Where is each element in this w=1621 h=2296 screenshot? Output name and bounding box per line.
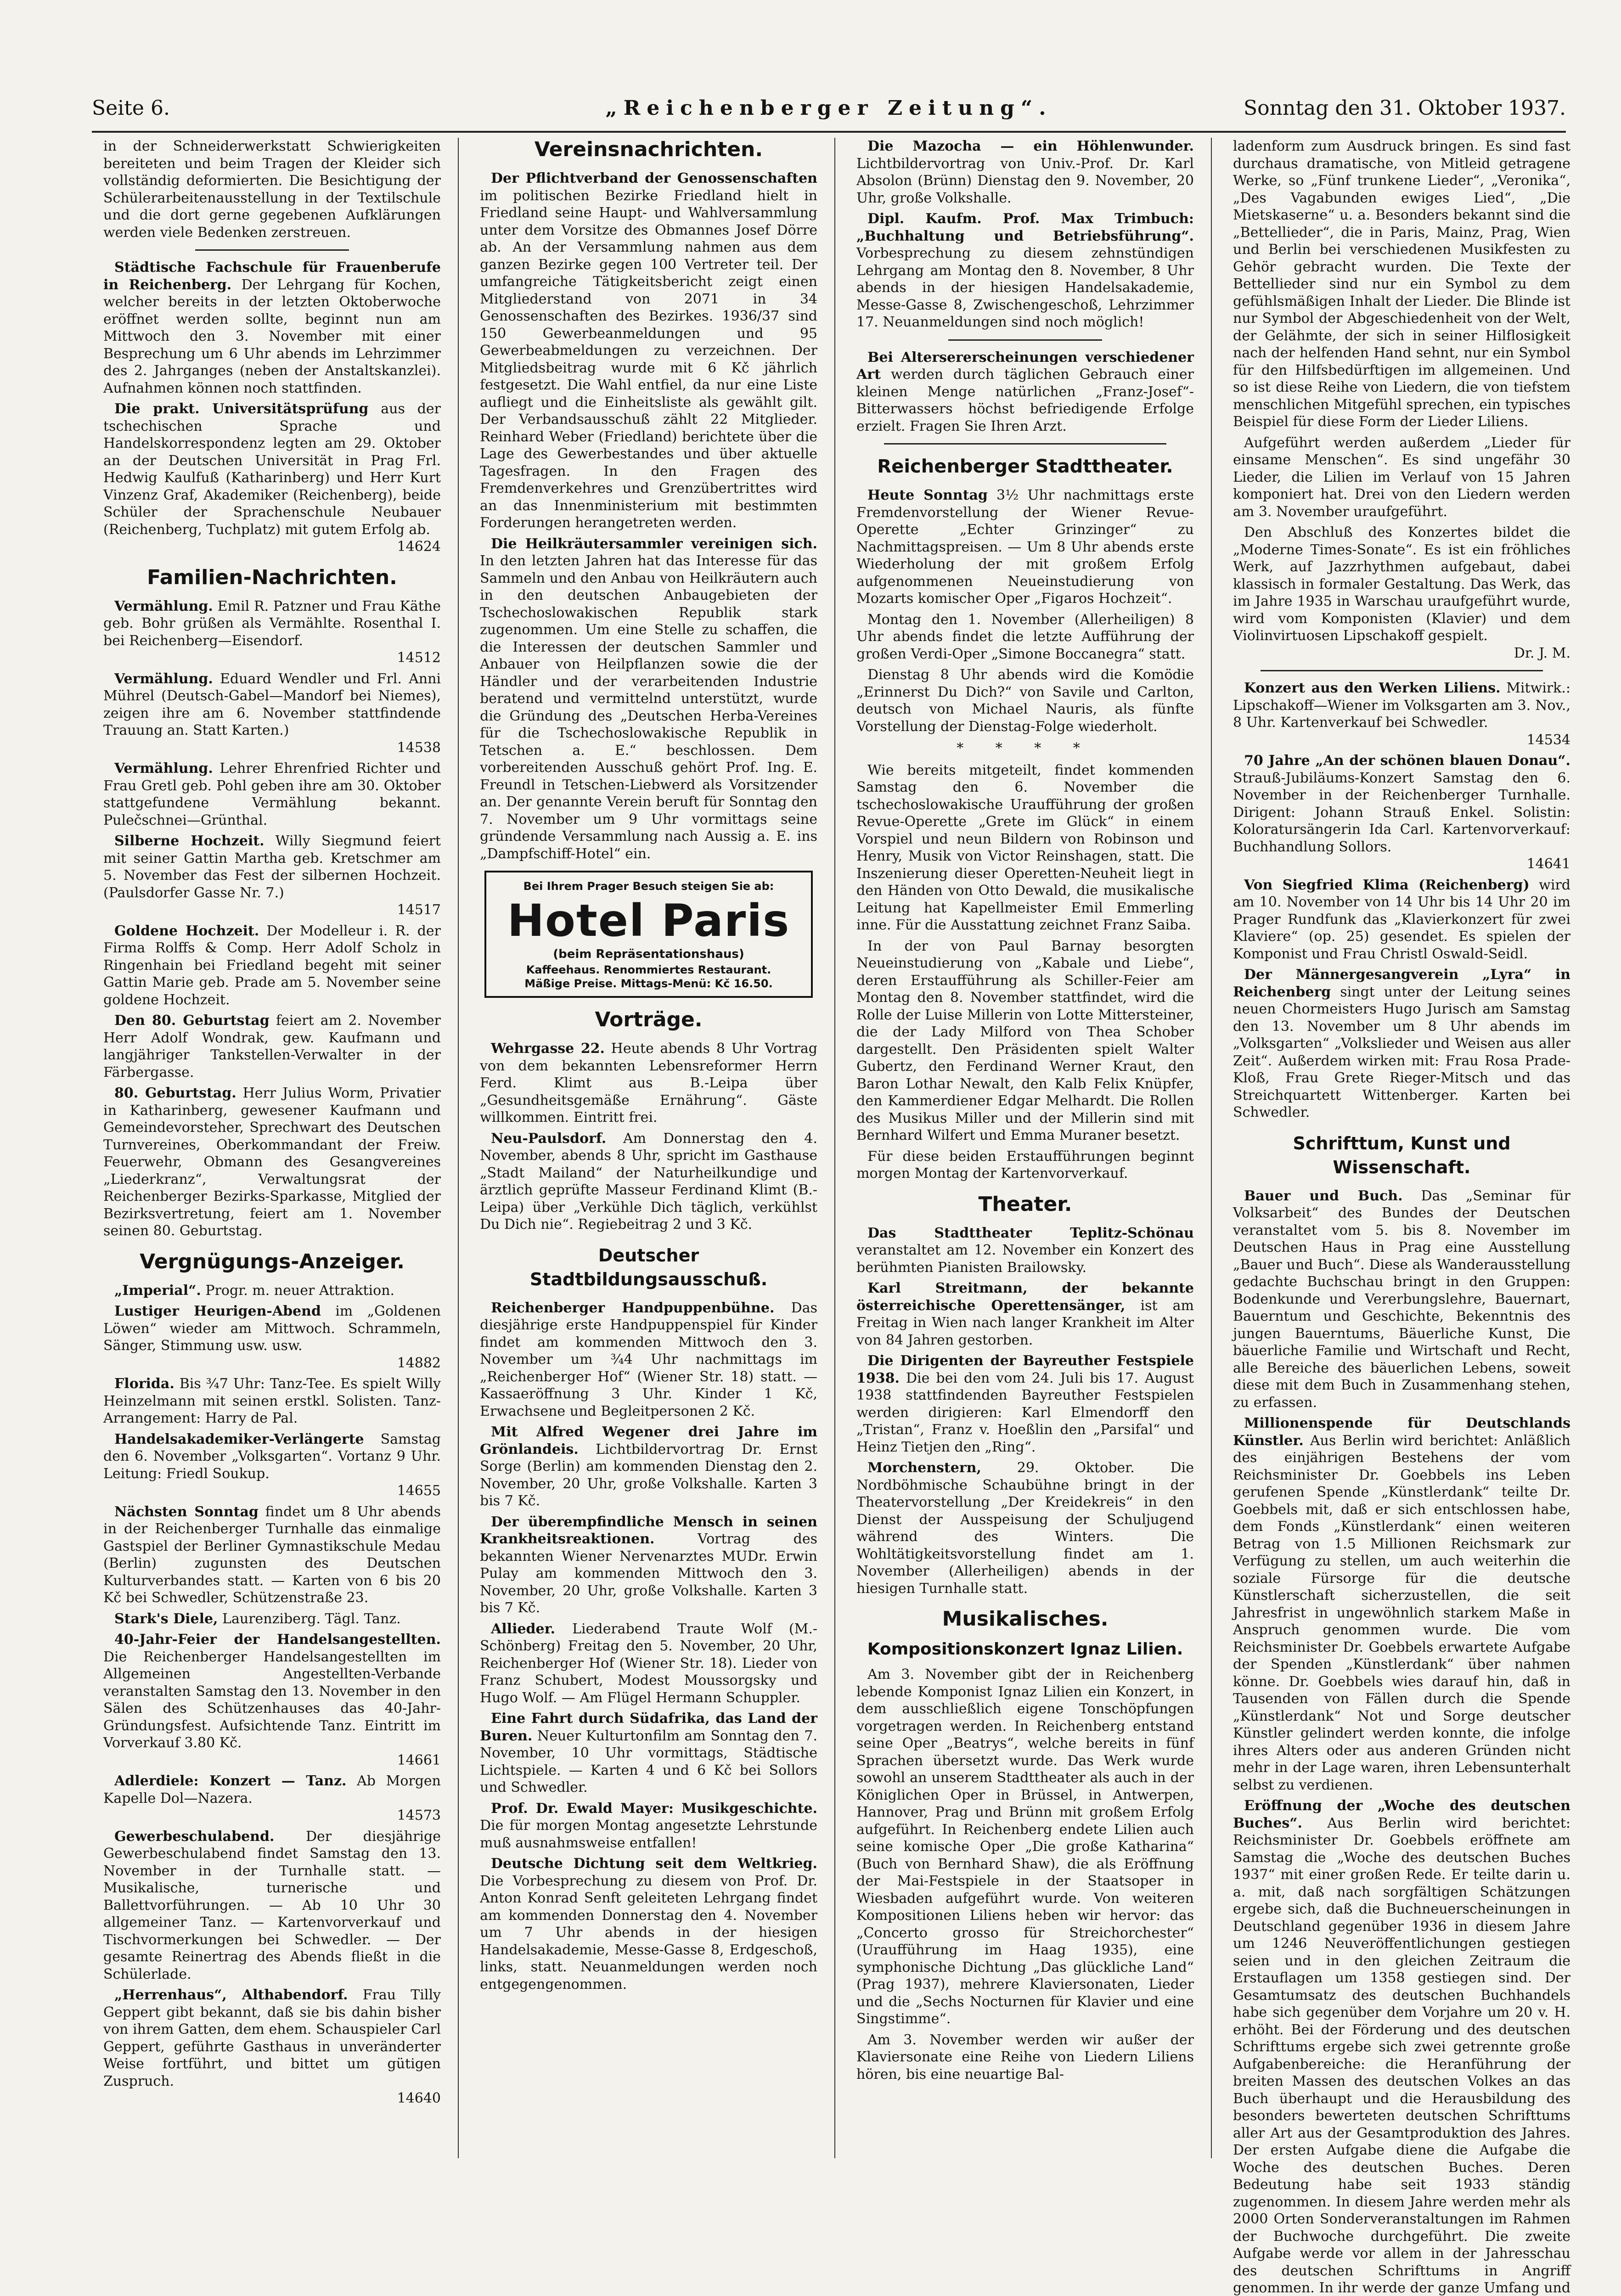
item-text: wird am 10. November von 14 Uhr bis 14 Uhr 20 im Prager Rundfunk das „Klavierkonzert für zwei Klaviere“ (op. 25) gesendet. Es spielen der Komponist und Frau Christl Oswald-Seidl. <box>1233 877 1570 962</box>
hotel-paris-advertisement <box>484 871 813 998</box>
item-lead: Millionenspende für Deutschlands Künstler. <box>1233 1415 1570 1449</box>
item-text: Ab Morgen Kapelle Dol—Nazera. <box>103 1773 441 1806</box>
item-lead: Goldene Hochzeit. <box>114 923 259 939</box>
news-item <box>480 1424 817 1510</box>
item-text: Lichtbildervortrag von Univ.-Prof. Dr. Karl Absolon (Brünn) Dienstag den 9. November, 20 Uhr, große Volkshalle. <box>856 156 1194 206</box>
item-text: Bis ¾7 Uhr: Tanz-Tee. Es spielt Willy Heinzelmann mit seinen erstkl. Solisten. Tanz-Arrangement: Harry de Pal. <box>103 1376 441 1426</box>
news-item <box>480 1710 817 1796</box>
news-item <box>103 923 441 1009</box>
section-heading: Familien-Nachrichten. <box>103 566 441 590</box>
ad-number: 14661 <box>103 1752 441 1769</box>
column-divider <box>1211 138 1212 2158</box>
ad-location: (beim Repräsentationshaus) <box>491 946 806 963</box>
section-heading: Theater. <box>856 1193 1194 1216</box>
news-item <box>856 138 1194 207</box>
news-item <box>856 1225 1194 1277</box>
item-text: Willy Siegmund feiert mit seiner Gattin Martha geb. Kretschmer am 5. November das Fest der silbernen Hochzeit. (Paulsdorfer Gasse Nr. 7.) <box>103 833 441 901</box>
section-heading: Deutscher Stadtbildungsausschuß. <box>480 1244 817 1291</box>
section-heading: Musikalisches. <box>856 1607 1194 1631</box>
item-lead: Dipl. Kaufm. Prof. Max Trimbuch: „Buchhaltung und Betriebsführung“. <box>856 211 1194 244</box>
item-text: Das „Seminar für Volksarbeit“ des Bundes der Deutschen veranstaltet vom 5. bis 8. November im Deutschen Haus in Prag eine Ausstellung „Bauer und Buch“. Diese als Wanderausstellung gedachte Buchschau bringt in den Gruppen: Bodenkunde und Vererbungslehre, Bauernart, Bauerntum und Geschichte, Bekenntnis des jungen Bauerntums, Bäuerliche Kunst, Die bäuerliche Familie und Wirtschaft und Recht, alle Bereiche des bäuerlichen Lebens, soweit diese mit dem Buch in Zusammenhang stehen, zu erfassen. <box>1233 1188 1570 1411</box>
item-lead: Lustiger Heurigen-Abend <box>114 1303 321 1319</box>
item-lead: Die Heilkräutersammler vereinigen sich. <box>491 536 817 552</box>
column-4 <box>1233 138 1570 2167</box>
item-lead: Der Männergesangverein „Lyra“ in Reichenberg <box>1233 967 1570 1000</box>
news-item <box>1233 1415 1570 1794</box>
item-lead: Deutsche Dichtung seit dem Weltkrieg. <box>491 1856 817 1872</box>
item-lead: Nächsten Sonntag <box>114 1504 259 1520</box>
item-lead: Stark's Diele, <box>114 1611 218 1627</box>
paragraph: Für diese beiden Erstaufführungen beginnt morgen Montag der Kartenvorverkauf. <box>856 1148 1194 1182</box>
item-text: Progr. m. neuer Attraktion. <box>201 1283 394 1299</box>
item-lead: 80. Geburtstag. <box>114 1085 236 1101</box>
ad-number: 14538 <box>103 739 441 757</box>
ad-number: 14624 <box>103 538 441 556</box>
item-text: Emil R. Patzner und Frau Käthe geb. Bohr grüßen als Vermählte. Rosenthal I. bei Reichenberg—Eisendorf. <box>103 598 441 649</box>
item-text: Den Abschluß des Konzertes bildet die „Moderne Times-Sonate“. Es ist ein fröhliches Werk, auf Jazzrhythmen aufgebaut, dabei klassisch in formaler Gestaltung. Das Werk, das im Jahre 1935 in Warschau uraufgeführt wurde, wird vom Komponisten (Klavier) und dem Violinvirtuosen Lipschakoff gespielt. <box>1233 524 1570 644</box>
news-item <box>103 1631 441 1769</box>
item-text: Liederabend Traute Wolf (M.-Schönberg) Freitag den 5. November, 20 Uhr, Reichenberger Hof (Wiener Str. 18). Lieder von Franz Schubert, Modest Moussorgsky und Hugo Wolf. — Am Flügel Hermann Schuppler. <box>480 1621 817 1706</box>
news-item <box>856 487 1194 608</box>
item-lead: Allieder. <box>491 1621 555 1637</box>
paragraph: in der Schneiderwerkstatt Schwierigkeiten bereiteten und beim Tragen der Kleider sich vollständig deformierten. Die Besichtigung der Schülerarbeitenausstellung in der Textilschule und die dort gerne gegebenen Aufklärungen werden viele Bedenken zerstreuen. <box>103 138 441 241</box>
item-lead: Vermählung. <box>114 598 213 614</box>
item-lead: Gewerbeschulabend. <box>114 1829 274 1845</box>
item-text: Die bei den vom 24. Juli bis 17. August 1938 stattfindenden Bayreuther Festspielen werden dirigieren: Karl Elmendorff den „Tristan“, Franz v. Hoeßlin den „Parsifal“ und Heinz Tietjen den „Ring“. <box>856 1370 1194 1455</box>
item-text: werden durch täglichen Gebrauch einer kleinen Menge natürlichen „Franz-Josef“-Bitterwassers höchst befriedigende Erfolge erzielt. Fragen Sie Ihren Arzt. <box>856 366 1194 434</box>
section-heading: Vergnügungs-Anzeiger. <box>103 1250 441 1274</box>
item-text: Vorbesprechung zu diesem zehnstündigen Lehrgang am Montag den 8. November, 8 Uhr abends in der hiesigen Handelsakademie, Messe-Gasse 8, Zwischengeschoß, Lehrzimmer 17. Neuanmeldungen sind noch möglich! <box>856 245 1194 330</box>
item-lead: „Imperial“. <box>114 1283 201 1299</box>
section-heading: Schrifttum, Kunst und Wissenschaft. <box>1233 1131 1570 1179</box>
item-text: ist am Freitag in Wien nach langer Krankheit im Alter von 84 Jahren gestorben. <box>856 1298 1194 1348</box>
item-text: Am Donnerstag den 4. November, abends 8 Uhr, spricht im Gasthause „Stadt Mailand“ der Naturheilkundige und ärztlich geprüfte Masseur Ferdinand Klimt (B.-Leipa) über „Verkühle Dich täglich, verkühlst Du Dich nie“. Regiebeitrag 2 und 3 Kč. <box>480 1131 817 1233</box>
news-item <box>103 259 441 397</box>
item-text: singt unter der Leitung seines neuen Chormeisters Hugo Jurisch am Samstag den 13. November um 8 Uhr abends im „Volksgarten“ „Volkslieder und Weisen aus aller Zeit“. Außerdem wirken mit: Frau Rosa Prade-Kloß, Frau Grete Rieger-Mitsch und das Streichquartett Wittenberger. Karten bei Schwedler. <box>1233 984 1570 1121</box>
news-item <box>1233 1187 1570 1412</box>
item-lead: Adlerdiele: Konzert — Tanz. <box>114 1773 346 1789</box>
item-lead: Heute Sonntag <box>867 487 988 503</box>
item-text: Die Vorbesprechung zu diesem von Prof. Dr. Anton Konrad Senft geleiteten Lehrgang findet am kommenden Donnerstag den 4. November um 7 Uhr abends in der hiesigen Handelsakademie, Messe-Gasse 8, Erdgeschoß, links, statt. Neuanmeldungen werden noch entgegengenommen. <box>480 1873 817 1992</box>
news-item <box>103 1503 441 1607</box>
issue-date: Sonntag den 31. Oktober 1937. <box>1244 96 1566 120</box>
news-item <box>103 1375 441 1427</box>
item-lead: Morchenstern, <box>867 1460 981 1476</box>
divider <box>1261 670 1543 671</box>
item-text: Mitwirk.: Lipschakoff—Wiener im Volksgarten am 3. Nov., 8 Uhr. Kartenverkauf bei Schwedler. <box>1233 680 1570 731</box>
item-lead: Mit Alfred Wegener drei Jahre im Grönlandeis. <box>480 1424 817 1458</box>
item-text: Neuer Kulturtonfilm am Sonntag den 7. November, 10 Uhr vormittags, Städtische Lichtspiele. — Karten 4 und 6 Kč bei Sollors und Schwedler. <box>480 1728 817 1796</box>
item-text: Herr Julius Worm, Privatier in Katharinberg, gewesener Kaufmann und Gemeindevorsteher, Sprechwart des Deutschen Turnvereines, Oberkommandant der Freiw. Feuerwehr, Obmann des Gesangvereines „Liederkranz“, Verwaltungsrat der Reichenberger Bezirks-Sparkasse, Mitglied der Bezirksvertretung, feiert am 1. November seinen 80. Geburtstag. <box>103 1085 441 1239</box>
item-lead: Eröffnung der „Woche des deutschen Buches“. <box>1233 1798 1570 1831</box>
news-item <box>856 1459 1194 1597</box>
ad-hotel-name: Hotel Paris <box>491 895 806 946</box>
news-item <box>103 760 441 829</box>
news-item <box>856 1352 1194 1456</box>
news-item <box>103 1303 441 1372</box>
news-item <box>1233 877 1570 963</box>
item-lead: Bei Altersererscheinungen verschiedener Art <box>856 349 1194 383</box>
item-lead: „Herrenhaus“, Althabendorf. <box>114 1987 348 2003</box>
news-item <box>1233 966 1570 1121</box>
item-text: Der diesjährige Gewerbeschulabend findet Samstag den 13. November in der Turnhalle statt. — Musikalische, turnerische und Ballettvorführungen. — Ab 10 Uhr 30 allgemeiner Tanz. — Kartenvorverkauf und Tischvormerkungen bei Schwedler. — Der gesamte Reinertrag des Abends fließt in die Schülerlade. <box>103 1829 441 1982</box>
section-heading: Vorträge. <box>480 1008 817 1032</box>
section-heading: Reichenberger Stadttheater. <box>856 455 1194 478</box>
divider <box>948 339 1102 341</box>
item-lead: Die prakt. Universitätsprüfung <box>114 401 368 417</box>
ad-line: Kaffeehaus. Renommiertes Restaurant. <box>491 963 806 977</box>
news-item <box>480 535 817 863</box>
item-text: findet um 8 Uhr abends in der Reichenberger Turnhalle das einmalige Gastspiel der Berliner Gymnastikschule Medau (Berlin) zugunsten des Deutschen Kulturverbandes statt. — Karten von 6 bis 20 Kč bei Schwedler, Schützenstraße 23. <box>103 1504 441 1606</box>
item-text: veranstaltet am 12. November ein Konzert des berühmten Pianisten Brailowsky. <box>856 1242 1194 1276</box>
news-item <box>103 1986 441 2107</box>
news-item <box>480 1514 817 1617</box>
item-text: Aus Berlin wird berichtet: Reichsminister Dr. Goebbels eröffnete am Samstag die „Woche des deutschen Buches 1937“ mit einer großen Rede. Er teilte darin u. a. mit, daß nach sorgfältigen Schätzungen ergebe sich, daß die Buchneuerscheinungen in Deutschland gegenüber 1936 in diesem Jahre um 1246 Neuveröffentlichungen gestiegen seien und in den gleichen Zeitraum die Erstauflagen um 1358 gestiegen sind. Der Gesamtumsatz des deutschen Buchhandels habe sich gegenüber dem Vorjahre um 20 v. H. erhöht. Bei der Förderung und des deutschen Schrifttums ergebe sich zwei getrennte große Aufgabenbereiche: die Heranführung der breiten Massen des deutschen Volkes an das Buch überhaupt und die Herausbildung des besonders bewerteten deutschen Schrifttums aller Art aus der Gesamtproduktion des Jahres. Der ersten Aufgabe diene die Aufgabe die Woche des deutschen Buches. Deren Bedeutung habe seit 1933 ständig zugenommen. In diesem Jahre werden mehr als 2000 Orten Sonderveranstaltungen im Rahmen der Buchwoche durchgeführt. Die zweite Aufgabe werde vor allem in der Jahresschau des deutschen Schrifttums in Angriff genommen. In ihr werde der ganze Umfang und <box>1233 1815 1570 2296</box>
news-item <box>480 1621 817 1707</box>
item-text: feiert am 2. November Herr Adolf Wondrak, gew. Kaufmann und langjähriger Tankstellen-Verwalter in der Färbergasse. <box>103 1013 441 1080</box>
item-lead: Der überempfindliche Mensch in seinen Krankheitsreaktionen. <box>480 1514 817 1548</box>
paragraph: Am 3. November werden wir außer der Klaviersonate eine Reihe von Liedern Liliens hören, bis eine neuartige Bal- <box>856 2032 1194 2083</box>
ad-tagline: Bei Ihrem Prager Besuch steigen Sie ab: <box>491 878 806 895</box>
item-text: Die Reichenberger Handelsangestellten im Allgemeinen Angestellten-Verbande veranstalten Samstag den 13. November in den Sälen des Schützenhauses das 40-Jahr-Gründungsfest. Aufsichtende Tanz. Eintritt im Vorverkauf 3.80 Kč. <box>103 1649 441 1751</box>
news-item <box>103 1085 441 1240</box>
news-item <box>480 1040 817 1126</box>
item-text: im politischen Bezirke Friedland hielt in Friedland seine Haupt- und Wahlversammlung unter dem Vorsitze des Obmannes Josef Dörre ab. An der Versammlung nahmen aus dem ganzen Bezirke gegen 100 Vertreter teil. Der umfangreiche Tätigkeitsbericht zeigt einen Mitgliederstand von 2071 in 34 Genossenschaften des Bezirkes. 1936/37 sind 150 Gewerbeanmeldungen und 95 Gewerbeabmeldungen zu verzeichnen. Der Mitgliedsbeitrag wurde mit 6 Kč jährlich festgesetzt. Die Wahl entfiel, da nur eine Liste aufliegt und die Einheitsliste als gewählt gilt. Der Verbandsausschuß zählt 22 Mitglieder. Reinhard Weber (Friedland) berichtete über die Lage des Gewerbestandes und über aktuelle Tagesfragen. In den Fragen des Fremdenverkehres und Grenzübertrittes wird an das Innenministerium mit bestimmten Forderungen herangetreten werden. <box>480 188 817 531</box>
item-text: Der Modelleur i. R. der Firma Rolffs & Comp. Herr Adolf Scholz in Ringenhain bei Friedland begeht mit seiner Gattin Marie geb. Prade am 5. November seine goldene Hochzeit. <box>103 923 441 1008</box>
news-item <box>103 598 441 667</box>
separator-stars: * * * * <box>856 740 1194 757</box>
news-item <box>103 1828 441 1983</box>
column-2 <box>480 138 817 2167</box>
item-lead: Prof. Dr. Ewald Mayer: Musikgeschichte. <box>491 1801 817 1817</box>
item-text: Vortrag des bekannten Wiener Nervenarztes MUDr. Erwin Pulay am kommenden Mittwoch den 3. November, 20 Uhr, große Volkshalle. Karten 3 bis 7 Kč. <box>480 1531 817 1616</box>
item-lead: Konzert aus den Werken Liliens. <box>1244 680 1501 696</box>
ad-line: Mäßige Preise. Mittags-Menü: Kč 16.50. <box>491 977 806 990</box>
item-text: Strauß-Jubiläums-Konzert Samstag den 6. November in der Reichenberger Turnhalle. Dirigent: Johann Strauß Enkel. Solistin: Koloratursängerin Ida Carl. Kartenvorverkauf: Buchhandlung Sollors. <box>1233 770 1570 855</box>
paragraph <box>1233 524 1570 662</box>
page-header <box>92 96 1566 129</box>
column-1 <box>103 138 441 2167</box>
news-item <box>103 1610 441 1628</box>
ad-number: 14573 <box>103 1807 441 1824</box>
news-item <box>1233 752 1570 873</box>
news-item <box>1233 1797 1570 2296</box>
item-lead: Reichenberger Handpuppenbühne. <box>491 1300 774 1316</box>
news-item <box>1233 680 1570 748</box>
item-lead: Eine Fahrt durch Südafrika, das Land der Buren. <box>480 1711 817 1744</box>
item-text: Heute abends 8 Uhr Vortrag von dem bekannten Lebensreformer Herrn Ferd. Klimt aus B.-Leipa über „Gesundheitsgemäße Ernährung“. Gäste willkommen. Eintritt frei. <box>480 1041 817 1125</box>
ad-number: 14640 <box>103 2090 441 2107</box>
item-lead: Von Siegfried Klima (Reichenberg) <box>1244 877 1530 893</box>
paragraph: Wie bereits mitgeteilt, findet kommenden Samstag den 6. November die tschechoslowakische Uraufführung der großen Revue-Operette „Grete im Glück“ in einem Vorspiel und neun Bildern von Robinson und Henry, Musik von Victor Reinshagen, statt. Die Inszenierung dieser Operetten-Neuheit liegt in den Händen von Otto Dewald, die musikalische Leitung hat Kapellmeister Emil Emmerling inne. Für die Ausstattung zeichnet Franz Saiba. <box>856 762 1194 934</box>
item-text: Das diesjährige erste Handpuppenspiel für Kinder findet am kommenden Mittwoch den 3. November um ¾4 Uhr nachmittags im „Reichenberger Hof“ (Wiener Str. 18) statt. — Kassaeröffnung 3 Uhr. Kinder 1 Kč, Erwachsene und Begleitpersonen 2 Kč. <box>480 1300 817 1419</box>
news-item <box>856 1280 1194 1349</box>
item-lead: Städtische Fachschule für Frauenberufe in Reichenberg. <box>103 259 441 293</box>
ad-number: 14882 <box>103 1355 441 1372</box>
newspaper-title: „Reichenberger Zeitung“. <box>92 96 1566 120</box>
item-text: Die für morgen Montag angesetzte Lehrstunde muß ausnahmsweise entfallen! <box>480 1818 817 1851</box>
paragraph: Montag den 1. November (Allerheiligen) 8 Uhr abends findet die letzte Aufführung der großen Verdi-Oper „Simone Boccanegra“ statt. <box>856 611 1194 663</box>
news-item <box>103 833 441 919</box>
item-text: Aus Berlin wird berichtet: Anläßlich des einjährigen Bestehens der vom Reichsminister Dr. Goebbels ins Leben gerufenen Spende „Künstlerdank“ teilte Dr. Goebbels mit, daß er sich entschlossen habe, dem Fonds „Künstlerdank“ einen weiteren Betrag von 1.5 Millionen Reichsmark zur Verfügung zu stellen, um auch weiterhin die soziale Fürsorge für die deutsche Künstlerschaft sicherzustellen, die seit Jahresfrist in ungewöhnlich starkem Maße in Anspruch genommen wurde. Die vom Reichsminister Dr. Goebbels erwartete Aufgabe der Spenden „Künstlerdank“ über nahmen könne. Dr. Goebbels wies darauf hin, daß in Tausenden von Fällen durch die Spende „Künstlerdank“ Not und Sorge deutscher Künstler gelindert werden konnte, die infolge ihres Alters oder aus anderen Gründen nicht mehr in der Lage waren, ihren Lebensunterhalt selbst zu verdienen. <box>1233 1433 1570 1793</box>
news-item <box>103 1012 441 1081</box>
item-text: Frau Tilly Geppert gibt bekannt, daß sie bis dahin bisher von ihrem Gatten, dem ehem. Schauspieler Carl Geppert, geführte Gasthaus in unveränderter Weise fortführt, und bittet um gütigen Zuspruch. <box>103 1987 441 2089</box>
item-lead: Vermählung. <box>114 760 213 777</box>
item-lead: Karl Streitmann, der bekannte österreichische Operettensänger, <box>856 1280 1194 1314</box>
item-text: In den letzten Jahren hat das Interesse für das Sammeln und den Anbau von Heilkräutern auch in den deutschen Anbaugebieten der Tschechoslowakischen Republik stark zugenommen. Um eine Stelle zu schaffen, die die Interessen der deutschen Sammler und Anbauer von Heilpflanzen sowie die der Händler und der verarbeitenden Industrie beratend und vermittelnd unterstützt, wurde die Gründung des „Deutschen Herba-Vereines für die Tschechoslowakische Republik in Tetschen a. E.“ beschlossen. Dem vorbereitenden Ausschuß gehört Prof. Ing. E. Freundl in Tetschen-Liebwerd als Vorsitzender an. Der genannte Verein beruft für Sonntag den 7. November um 9 Uhr vormittags seine gründende Versammlung nach Aussig a. E. ins „Dampfschiff-Hotel“ ein. <box>480 553 817 862</box>
news-item <box>103 1282 441 1300</box>
subsection-heading: Kompositionskonzert Ignaz Lilien. <box>856 1639 1194 1660</box>
item-lead: Bauer und Buch. <box>1244 1188 1403 1204</box>
item-lead: Silberne Hochzeit. <box>114 833 265 849</box>
item-lead: Handelsakademiker-Verlängerte <box>114 1431 364 1447</box>
item-lead: Der Pflichtverband der Genossenschaften <box>491 170 817 186</box>
ad-number: 14641 <box>1233 855 1570 873</box>
news-item <box>480 1300 817 1420</box>
item-text: Laurenziberg. Tägl. Tanz. <box>218 1611 401 1627</box>
item-lead: Den 80. Geburtstag <box>114 1013 270 1029</box>
item-lead: Die Dirigenten der Bayreuther Festspiele 1938. <box>856 1353 1194 1386</box>
ad-number: 14534 <box>1233 732 1570 749</box>
column-divider <box>458 138 459 2158</box>
item-text: Lehrer Ehrenfried Richter und Frau Gretl geb. Pohl geben ihre am 30. Oktober stattgefundene Vermählung bekannt. Pulečschnei—Grünthal. <box>103 760 441 828</box>
item-text: Samstag den 6. November „Volksgarten“. Vortanz 9 Uhr. Leitung: Friedl Soukup. <box>103 1431 441 1482</box>
news-item <box>480 1855 817 1993</box>
item-text: Eduard Wendler und Frl. Anni Mührel (Deutsch-Gabel—Mandorf bei Niemes), zeigen ihre am 6. November stattfindende Trauung an. Statt Karten.) <box>103 671 441 739</box>
item-lead: 70 Jahre „An der schönen blauen Donau“. <box>1244 753 1570 769</box>
paragraph: In der von Paul Barnay besorgten Neueinstudierung von „Kabale und Liebe“, deren Erstaufführung als Schiller-Feier am Montag den 8. November stattfindet, wird die Rolle der Luise Millerin von Lotte Mittersteiner, die der Lady Milford von Thea Schober dargestellt. Den Präsidenten spielt Walter Gubertz, den Ferdinand Werner Kraut, den Baron Lothar Newalt, den Kalb Felix Knüpfer, den Kammerdiener Edgar Melhardt. Die Rollen des Musikus Miller und der Millerin sind mit Bernhard Wilfert und Emma Muraner besetzt. <box>856 938 1194 1144</box>
item-lead: Neu-Paulsdorf. <box>491 1131 606 1147</box>
header-rule <box>92 131 1566 133</box>
news-item <box>103 400 441 556</box>
author-signature: Dr. J. M. <box>1233 645 1570 662</box>
item-lead: Florida. <box>114 1376 174 1392</box>
divider <box>884 443 1166 445</box>
item-lead: Das Stadttheater Teplitz-Schönau <box>867 1225 1194 1241</box>
news-item <box>856 349 1194 435</box>
item-text: 3½ Uhr nachmittags erste Fremdenvorstellung der Wiener Revue-Operette „Echter Grinzinger“ zu Nachmittagspreisen. — Um 8 Uhr abends erste Wiederholung der mit großem Erfolg aufgenommenen Neueinstudierung von Mozarts komischer Oper „Figaros Hochzeit“. <box>856 487 1194 607</box>
news-item <box>480 170 817 532</box>
paragraph: Aufgeführt werden außerdem „Lieder für einsame Menschen“. Es sind ungefähr 30 Lieder, die Lilien im Verlauf von 15 Jahren komponiert hat. Drei von den Liedern werden am 3. November uraufgeführt. <box>1233 434 1570 521</box>
item-lead: Die Mazocha — ein Höhlenwunder. <box>867 138 1194 154</box>
ad-number: 14512 <box>103 649 441 667</box>
paragraph: Am 3. November gibt der in Reichenberg lebende Komponist Ignaz Lilien ein Konzert, in dem ausschließlich eigene Tonschöpfungen vorgetragen werden. In Reichenberg entstand seine Oper „Beatrys“, welche bereits in fünf Sprachen übersetzt wurde. Das Werk wurde sowohl an unserem Stadttheater als auch in der Königlichen Oper in Brüssel, in Antwerpen, Hannover, Prag und Brünn mit großem Erfolg aufgeführt. In Reichenberg endete Lilien auch seine komische Oper „Die große Katharina“ (Buch von Bernhard Shaw), die als Eröffnung der Mai-Festspiele in der Staatsoper in Wiesbaden aufgeführt wurde. Von weiteren Kompositionen Liliens heben wir hervor: das „Concerto grosso für Streichorchester“ (Uraufführung im Haag 1935), eine symphonische Dichtung „Das glückliche Land“ (Prag 1937), mehrere Klaviersonaten, Lieder und die „Sechs Nocturnen für Klavier und eine Singstimme“. <box>856 1666 1194 2028</box>
page-number: Seite 6. <box>92 96 170 120</box>
column-3 <box>856 138 1194 2167</box>
news-item <box>103 1431 441 1500</box>
item-lead: 40-Jahr-Feier der Handelsangestellten. <box>114 1632 441 1648</box>
item-text: 29. Oktober. Die Nordböhmische Schaubühne bringt in der Theatervorstellung „Der Kreidekreis“ in den Dienst der Ausspeisung der Schuljugend während des Winters. Die Wohltätigkeitsvorstellung findet am 1. November (Allerheiligen) abends in der hiesigen Turnhalle statt. <box>856 1460 1194 1597</box>
item-text: Lichtbildervortrag Dr. Ernst Sorge (Berlin) am kommenden Dienstag den 2. November, 20 Uhr, große Volkshalle. Karten 3 bis 7 Kč. <box>480 1441 817 1509</box>
news-item <box>103 1773 441 1824</box>
item-text: Der Lehrgang für Kochen, welcher bereits in der letzten Oktoberwoche eröffnet werden sollte, beginnt nun am Mittwoch den 3. November mit einer Besprechung um 6 Uhr abends im Lehrzimmer des 2. Jahrganges (neben der Anstaltskanzlei). Aufnahmen können noch stattfinden. <box>103 277 441 396</box>
news-item <box>480 1130 817 1233</box>
news-item <box>103 670 441 757</box>
news-item <box>856 210 1194 331</box>
item-text: im „Goldenen Löwen“ wieder am Mittwoch. Schrammeln, Sänger, Stimmung usw. usw. <box>103 1303 441 1354</box>
section-heading: Vereinsnachrichten. <box>480 138 817 162</box>
ad-number: 14655 <box>103 1482 441 1500</box>
item-lead: Wehrgasse 22. <box>491 1041 605 1057</box>
ad-number: 14517 <box>103 901 441 919</box>
paragraph: ladenform zum Ausdruck bringen. Es sind fast durchaus dramatische, von Mitleid getragene Werke, so „Fünf trunkene Lieder“, „Veronika“, „Des Vagabunden ewiges Lied“, „Die Mietskaserne“ u. a. Besonders bekannt sind die „Bettellieder“, die in Paris, Mainz, Prag, Wien und Berlin bei verschiedenen Musikfesten zu Gehör gebracht wurden. Die Texte der Bettellieder sind nur ein Symbol zu dem gefühlsmäßigen Inhalt der Lieder. Die Blinde ist nur Symbol der Abgeschiedenheit von der Welt, der Gelähmte, der sich in seiner Hilflosigkeit nach der helfenden Hand sehnt, nur ein Symbol für den Hilfsbedürftigen im allgemeinen. Und so ist diese Reihe von Liedern, die von tiefstem menschlichen Mitgefühl sprechen, ein typisches Beispiel für diese Form der Lieder Liliens. <box>1233 138 1570 431</box>
news-item <box>480 1800 817 1852</box>
column-divider <box>834 138 835 2158</box>
item-text: aus der tschechischen Sprache und Handelskorrespondenz legten am 29. Oktober an der Deutschen Universität in Prag Frl. Hedwig Kaulfuß (Katharinberg) und Herr Kurt Vinzenz Graf, Akademiker (Reichenberg), beide Schüler der Sprachenschule Neubauer (Reichenberg, Tuchplatz) mit gutem Erfolg ab. <box>103 401 441 538</box>
item-lead: Vermählung. <box>114 671 213 687</box>
divider <box>195 249 349 251</box>
paragraph: Dienstag 8 Uhr abends wird die Komödie „Erinnerst Du Dich?“ von Savile und Carlton, deutsch von Michael Nauris, als fünfte Vorstellung der Dienstag-Folge wiederholt. <box>856 666 1194 735</box>
